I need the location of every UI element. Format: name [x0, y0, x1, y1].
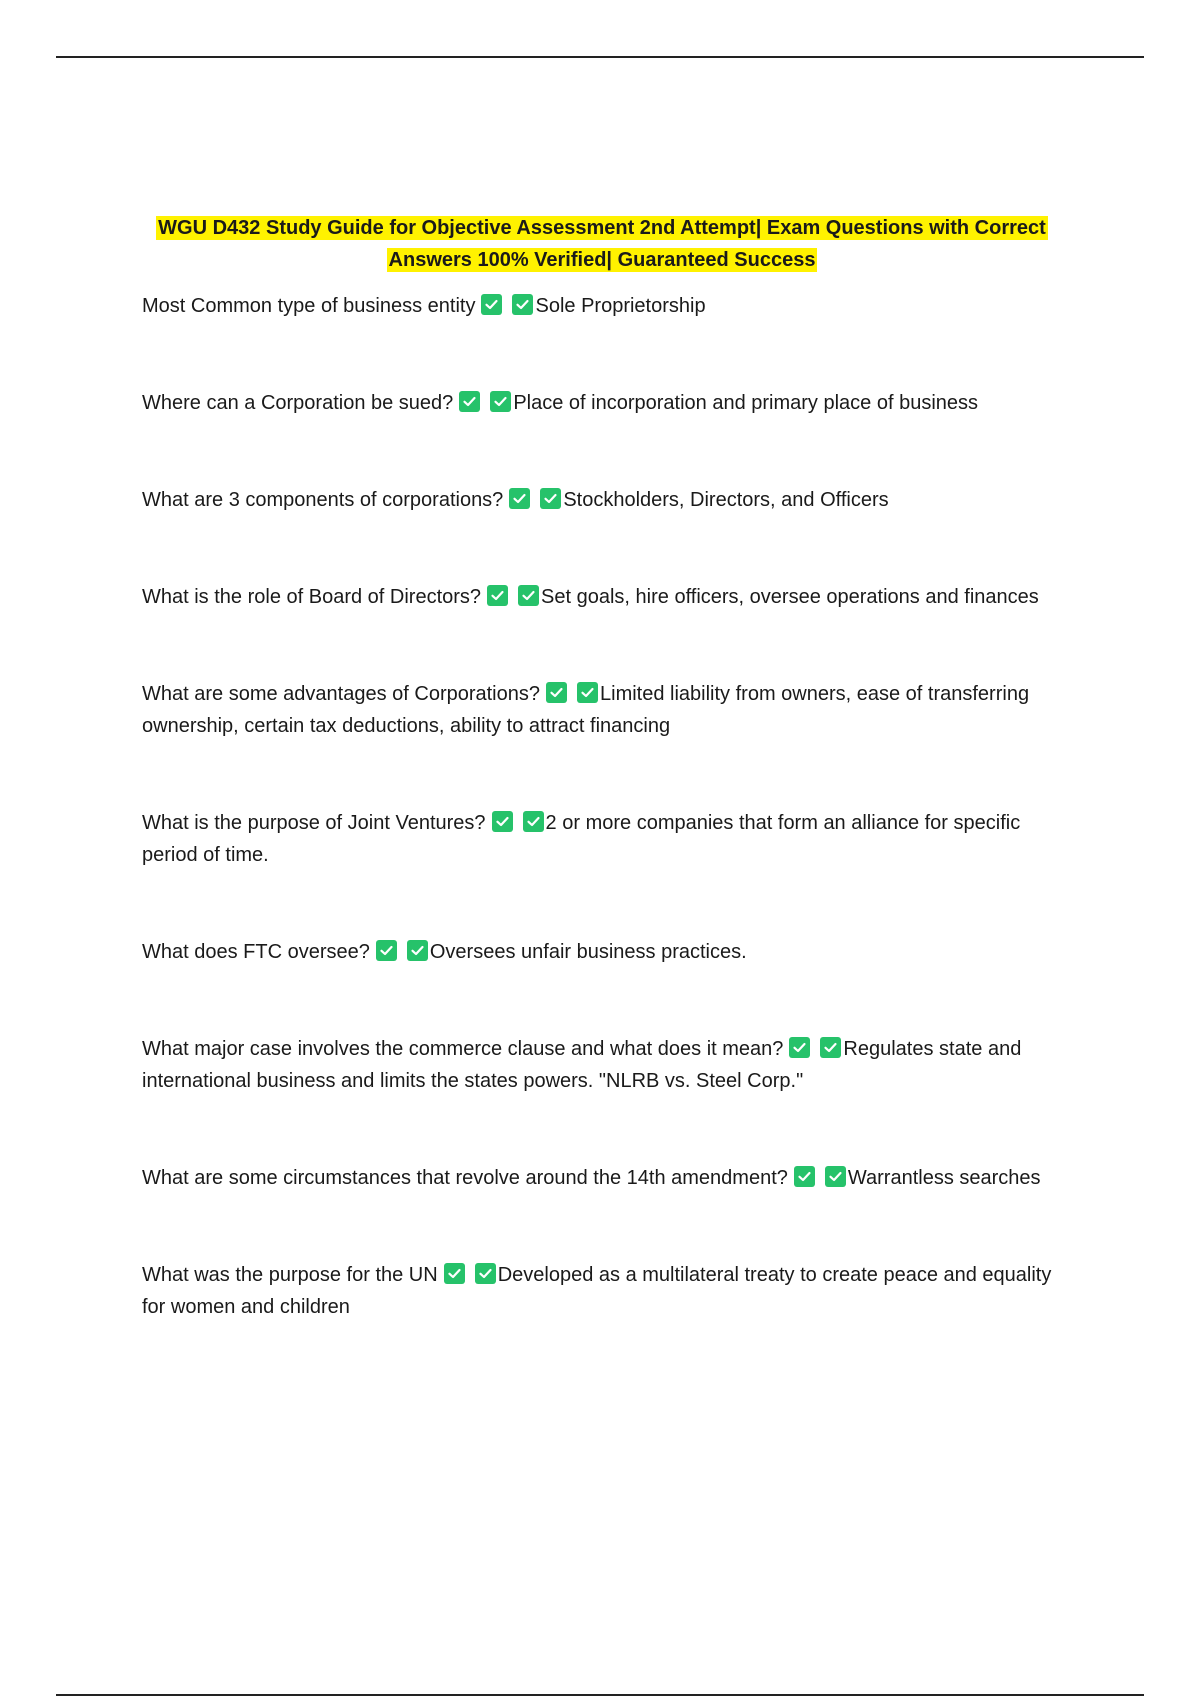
answer-text: Stockholders, Directors, and Officers — [563, 489, 889, 511]
document-body — [142, 212, 1062, 1388]
check-mark-icon — [789, 1037, 810, 1058]
answer-text: Regulates state and international business and limits the states powers. "NLRB vs. Steel Corp." — [142, 1038, 1022, 1092]
question-text: What major case involves the commerce clause and what does it mean? — [142, 1038, 784, 1060]
question-text: Where can a Corporation be sued? — [142, 392, 454, 414]
qa-item — [142, 1162, 1062, 1194]
qa-item — [142, 1259, 1062, 1323]
footer-rule — [56, 1694, 1144, 1696]
question-text: What are some advantages of Corporations? — [142, 683, 540, 705]
question-text: What is the role of Board of Directors? — [142, 586, 482, 608]
qa-item — [142, 678, 1062, 742]
qa-item — [142, 581, 1062, 613]
question-text: What was the purpose for the UN — [142, 1264, 438, 1286]
title-line-2: Answers 100% Verified| Guaranteed Success — [388, 249, 816, 271]
check-mark-icon — [481, 294, 502, 315]
question-text: What is the purpose of Joint Ventures? — [142, 812, 486, 834]
qa-item — [142, 1033, 1062, 1097]
check-mark-icon — [546, 682, 567, 703]
qa-item — [142, 484, 1062, 516]
check-mark-icon — [444, 1263, 465, 1284]
check-mark-icon — [487, 585, 508, 606]
title-line-1: WGU D432 Study Guide for Objective Assessment 2nd Attempt| Exam Questions with Correct — [158, 217, 1046, 239]
qa-item — [142, 387, 1062, 419]
question-text: What does FTC oversee? — [142, 941, 370, 963]
check-mark-icon — [459, 391, 480, 412]
check-mark-icon — [518, 585, 539, 606]
question-text: Most Common type of business entity — [142, 295, 476, 317]
answer-text: Oversees unfair business practices. — [429, 941, 747, 963]
answer-text: Developed as a multilateral treaty to create peace and equality for women and children — [142, 1264, 1052, 1318]
check-mark-icon — [577, 682, 598, 703]
check-mark-icon — [492, 811, 513, 832]
qa-item — [142, 936, 1062, 968]
answer-text: 2 or more companies that form an alliance for specific period of time. — [142, 812, 1021, 866]
check-mark-icon — [512, 294, 533, 315]
check-mark-icon — [794, 1166, 815, 1187]
qa-item — [142, 807, 1062, 871]
check-mark-icon — [523, 811, 544, 832]
check-mark-icon — [540, 488, 561, 509]
check-mark-icon — [376, 940, 397, 961]
answer-text: Limited liability from owners, ease of transferring ownership, certain tax deductions, ability to attract financing — [142, 683, 1030, 737]
check-mark-icon — [820, 1037, 841, 1058]
check-mark-icon — [825, 1166, 846, 1187]
answer-text: Warrantless searches — [847, 1167, 1041, 1189]
header-rule — [56, 56, 1144, 58]
qa-item — [142, 290, 1062, 322]
answer-text: Sole Proprietorship — [535, 295, 706, 317]
answer-text: Set goals, hire officers, oversee operations and finances — [541, 586, 1039, 608]
check-mark-icon — [475, 1263, 496, 1284]
check-mark-icon — [490, 391, 511, 412]
document-title — [142, 212, 1062, 276]
question-text: What are 3 components of corporations? — [142, 489, 504, 511]
check-mark-icon — [407, 940, 428, 961]
qa-list — [142, 290, 1062, 1323]
check-mark-icon — [509, 488, 530, 509]
answer-text: Place of incorporation and primary place of business — [513, 392, 979, 414]
question-text: What are some circumstances that revolve around the 14th amendment? — [142, 1167, 788, 1189]
